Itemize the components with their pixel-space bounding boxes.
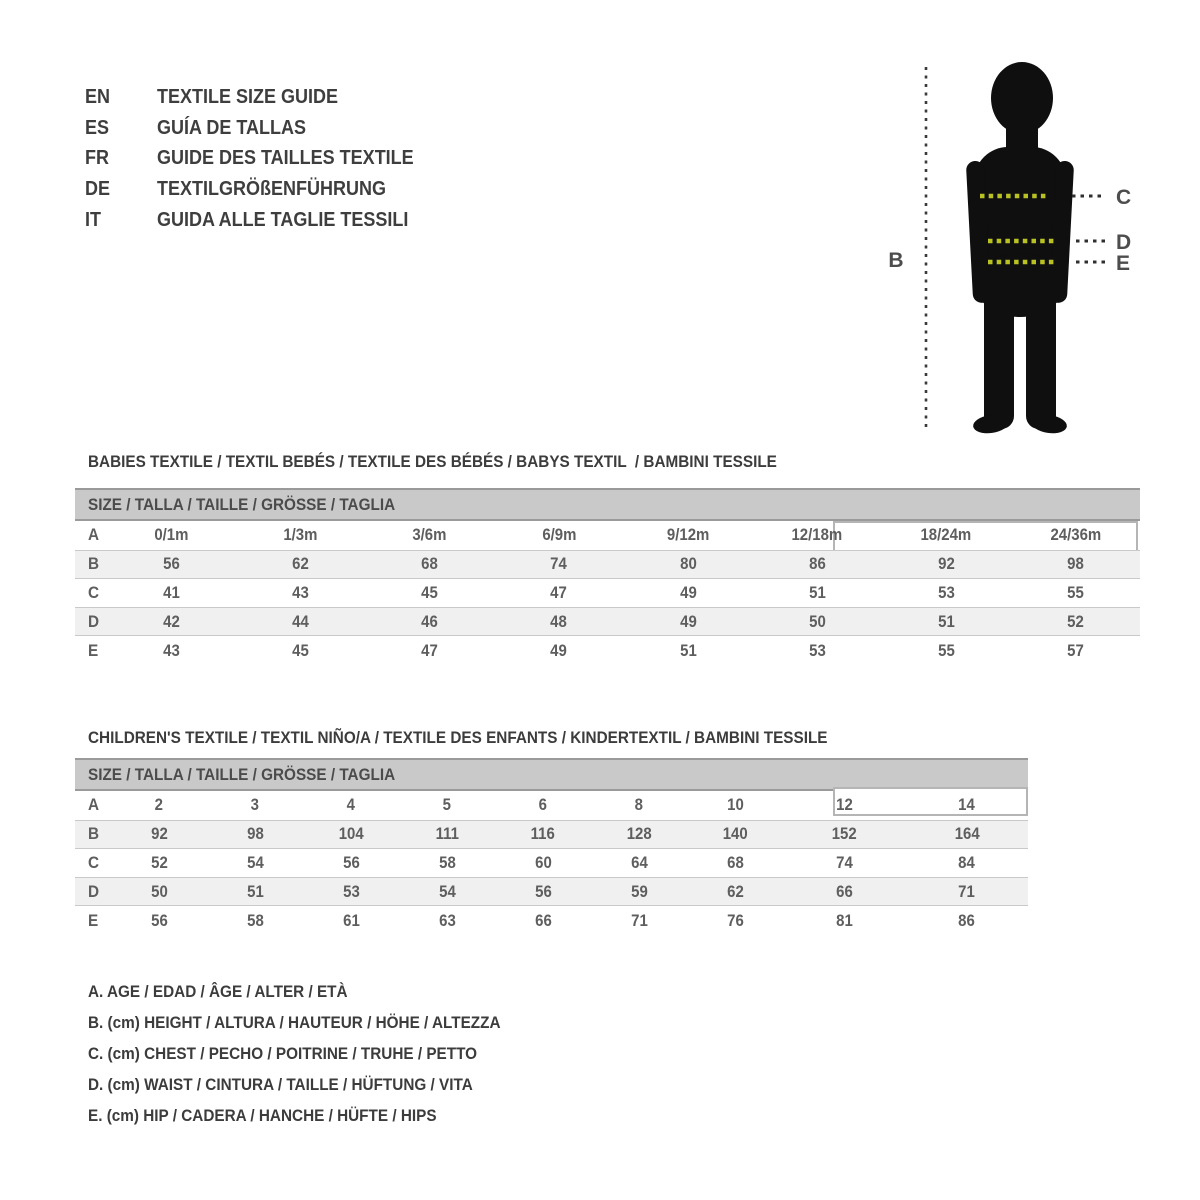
- table-cell: 44: [292, 611, 310, 631]
- table-cell: 48: [550, 611, 568, 631]
- table-row-d: [75, 607, 1140, 636]
- row-label: A: [88, 795, 100, 815]
- table-cell: 57: [1067, 640, 1084, 660]
- table-row-c: [75, 579, 1140, 608]
- language-title: GUIDE DES TAILLES TEXTILE: [157, 147, 414, 170]
- height-label: B: [888, 249, 904, 272]
- row-label: C: [88, 852, 100, 872]
- language-code: EN: [85, 85, 111, 108]
- size-table-header: SIZE / TALLA / TAILLE / GRÖSSE / TAGLIA: [75, 488, 1140, 521]
- row-label: A: [88, 525, 100, 545]
- row-label: E: [88, 910, 99, 930]
- table-cell: 76: [726, 910, 744, 930]
- table-cell: 6/9m: [541, 525, 576, 545]
- table-cell: 9/12m: [666, 525, 710, 545]
- chest-label: C: [1116, 186, 1132, 209]
- table-cell: 54: [246, 852, 264, 872]
- table-cell: 164: [954, 824, 980, 844]
- table-cell: 59: [630, 881, 648, 901]
- table-cell: 2: [154, 795, 164, 815]
- table-cell: 80: [679, 554, 697, 574]
- table-cell: 45: [421, 582, 439, 602]
- children-size-table: [75, 758, 1028, 935]
- language-row: [85, 113, 442, 144]
- table-cell: 52: [1067, 611, 1084, 631]
- table-cell: 56: [150, 910, 168, 930]
- table-cell: 49: [679, 611, 697, 631]
- table-cell: 47: [550, 582, 568, 602]
- table-row-b: [75, 820, 1028, 849]
- table-cell: 47: [421, 640, 439, 660]
- table-cell: 50: [808, 611, 826, 631]
- language-title: TEXTILGRÖßENFÜHRUNG: [157, 178, 386, 201]
- table-cell: 86: [958, 910, 976, 930]
- table-cell: 140: [722, 824, 748, 844]
- table-cell: 98: [246, 824, 264, 844]
- table-cell: 60: [534, 852, 552, 872]
- language-code: DE: [85, 178, 111, 201]
- table-cell: 62: [726, 881, 744, 901]
- table-cell: 43: [163, 640, 180, 660]
- language-title: GUÍA DE TALLAS: [157, 116, 306, 139]
- legend-line-chest: C. (cm) CHEST / PECHO / POITRINE / TRUHE / PETTO: [88, 1043, 478, 1063]
- table-cell: 66: [835, 881, 853, 901]
- row-label: D: [88, 881, 100, 901]
- table-cell: 12: [835, 795, 853, 815]
- language-row: [85, 82, 442, 113]
- babies-table-body: [75, 521, 1140, 665]
- table-cell: 111: [435, 824, 459, 844]
- table-cell: 43: [292, 582, 310, 602]
- table-cell: 4: [346, 795, 356, 815]
- legend-line-age: A. AGE / EDAD / ÂGE / ALTER / ETÀ: [88, 981, 348, 1001]
- table-cell: 56: [342, 852, 360, 872]
- table-cell: 42: [163, 611, 180, 631]
- language-code: IT: [85, 209, 102, 232]
- table-cell: 58: [438, 852, 456, 872]
- table-cell: 51: [679, 640, 697, 660]
- table-cell: 71: [630, 910, 648, 930]
- table-cell: 98: [1067, 554, 1084, 574]
- children-table-body: [75, 791, 1028, 935]
- table-cell: 71: [958, 881, 976, 901]
- table-cell: 128: [626, 824, 652, 844]
- language-title-list: [85, 82, 442, 236]
- table-cell: 46: [421, 611, 439, 631]
- language-row: [85, 174, 442, 205]
- children-section-heading: CHILDREN'S TEXTILE / TEXTIL NIÑO/A / TEXTILE DES ENFANTS / KINDERTEXTIL / BAMBINI TESSILE: [88, 728, 828, 747]
- table-cell: 12/18m: [791, 525, 843, 545]
- babies-size-table: [75, 488, 1140, 665]
- table-cell: 3/6m: [412, 525, 447, 545]
- table-cell: 10: [726, 795, 744, 815]
- table-cell: 5: [442, 795, 452, 815]
- table-cell: 51: [808, 582, 826, 602]
- table-cell: 41: [163, 582, 180, 602]
- table-row-e: [75, 906, 1028, 935]
- table-cell: 56: [163, 554, 180, 574]
- language-code: FR: [85, 147, 110, 170]
- table-cell: 92: [937, 554, 955, 574]
- table-cell: 0/1m: [154, 525, 189, 545]
- table-cell: 6: [538, 795, 548, 815]
- table-cell: 8: [634, 795, 644, 815]
- table-cell: 55: [937, 640, 955, 660]
- table-row-c: [75, 849, 1028, 878]
- table-cell: 24/36m: [1050, 525, 1101, 545]
- table-cell: 63: [438, 910, 456, 930]
- table-row-a: [75, 791, 1028, 820]
- language-row: [85, 144, 442, 175]
- table-cell: 68: [726, 852, 744, 872]
- table-cell: 55: [1067, 582, 1084, 602]
- table-cell: 53: [342, 881, 360, 901]
- table-cell: 56: [534, 881, 552, 901]
- measurement-legend: [88, 976, 546, 1131]
- legend-line-hip: E. (cm) HIP / CADERA / HANCHE / HÜFTE / HIPS: [88, 1105, 437, 1125]
- row-label: C: [88, 582, 100, 602]
- table-cell: 84: [958, 852, 976, 872]
- table-cell: 52: [150, 852, 168, 872]
- table-cell: 74: [835, 852, 853, 872]
- table-cell: 116: [530, 824, 556, 844]
- table-cell: 3: [250, 795, 260, 815]
- legend-line-waist: D. (cm) WAIST / CINTURA / TAILLE / HÜFTUNG / VITA: [88, 1074, 473, 1094]
- language-code: ES: [85, 116, 110, 139]
- table-cell: 18/24m: [920, 525, 972, 545]
- table-cell: 14: [958, 795, 976, 815]
- legend-line-height: B. (cm) HEIGHT / ALTURA / HAUTEUR / HÖHE / ALTEZZA: [88, 1012, 501, 1032]
- table-row-a: [75, 521, 1140, 550]
- table-row-d: [75, 877, 1028, 906]
- table-row-b: [75, 550, 1140, 579]
- table-cell: 53: [808, 640, 826, 660]
- table-cell: 51: [937, 611, 955, 631]
- table-cell: 62: [292, 554, 310, 574]
- hip-label: E: [1116, 252, 1131, 275]
- table-cell: 49: [679, 582, 697, 602]
- size-table-header: SIZE / TALLA / TAILLE / GRÖSSE / TAGLIA: [75, 758, 1028, 791]
- table-cell: 45: [292, 640, 310, 660]
- table-cell: 49: [550, 640, 568, 660]
- language-title: GUIDA ALLE TAGLIE TESSILI: [157, 209, 409, 232]
- row-label: D: [88, 611, 100, 631]
- table-cell: 64: [630, 852, 648, 872]
- table-cell: 68: [421, 554, 439, 574]
- table-cell: 104: [338, 824, 364, 844]
- row-label: B: [88, 554, 100, 574]
- diagram-svg: [870, 45, 1170, 445]
- table-row-e: [75, 636, 1140, 665]
- table-cell: 61: [342, 910, 360, 930]
- table-cell: 54: [438, 881, 456, 901]
- child-silhouette: [966, 62, 1074, 435]
- table-cell: 66: [534, 910, 552, 930]
- babies-section-heading: BABIES TEXTILE / TEXTIL BEBÉS / TEXTILE DES BÉBÉS / BABYS TEXTIL / BAMBINI TESSILE: [88, 452, 777, 471]
- language-title: TEXTILE SIZE GUIDE: [157, 85, 339, 108]
- table-cell: 58: [246, 910, 264, 930]
- child-measurement-diagram: [870, 45, 1170, 445]
- waist-label: D: [1116, 231, 1132, 254]
- row-label: B: [88, 824, 100, 844]
- table-cell: 74: [550, 554, 568, 574]
- table-cell: 92: [150, 824, 168, 844]
- table-cell: 86: [808, 554, 826, 574]
- table-cell: 53: [937, 582, 955, 602]
- row-label: E: [88, 640, 99, 660]
- language-row: [85, 205, 442, 236]
- table-cell: 51: [246, 881, 264, 901]
- table-cell: 81: [835, 910, 853, 930]
- table-cell: 50: [150, 881, 168, 901]
- table-cell: 1/3m: [283, 525, 318, 545]
- table-cell: 152: [831, 824, 857, 844]
